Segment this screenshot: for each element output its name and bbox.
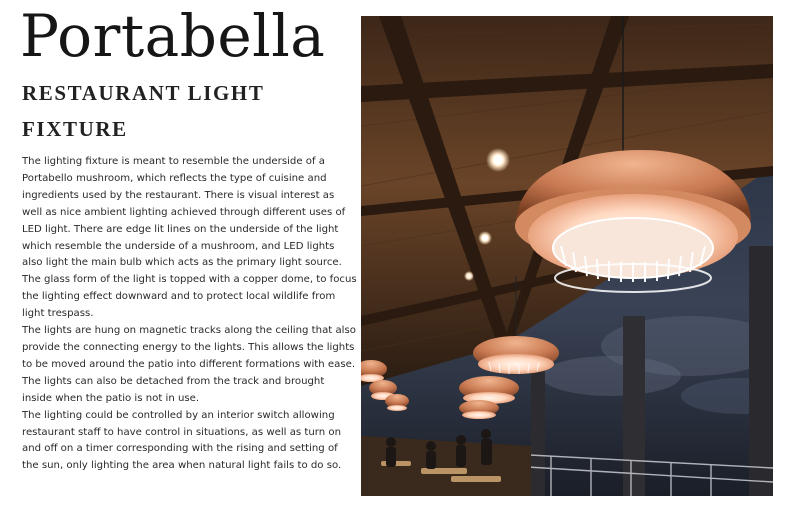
description-paragraph-3: The lighting could be controlled by an interior switch allowing restaurant staff to have control in situations, as well as turn on and off on a timer corresponding with the rising and setting of the sun, only lighting the area when natural light fails to do so.	[22, 409, 342, 472]
description-paragraph-2: The lights are hung on magnetic tracks along the ceiling that also provide the connecting energy to the lights. This allows the lights to be moved around the patio into different formations with ease. The lights can also be detached from the track and brought inside when the patio is not in use.	[22, 325, 356, 404]
patio-scene	[361, 16, 773, 496]
description-paragraph-1: The lighting fixture is meant to resemble the underside of a Portabello mushroom, which reflects the type of cuisine and ingredients used by the restaurant. There is visual interest as well as nice ambient lighting achieved through different uses of LED light. There are edge lit lines on the underside of the light which resemble the underside of a mushroom, and LED lights also light the main bulb which acts as the primary light source. The glass form of the light is topped with a copper dome, to focus the lighting effect downward and to protect local wildlife from light trespass.	[22, 156, 357, 320]
page-title: Portabella	[20, 2, 326, 70]
column	[623, 316, 645, 496]
restaurant-patio-rendering	[361, 16, 773, 496]
page-subtitle-line-1: RESTAURANT LIGHT	[22, 81, 265, 105]
page-subtitle-line-2: FIXTURE	[22, 117, 128, 141]
description-text	[22, 154, 357, 475]
